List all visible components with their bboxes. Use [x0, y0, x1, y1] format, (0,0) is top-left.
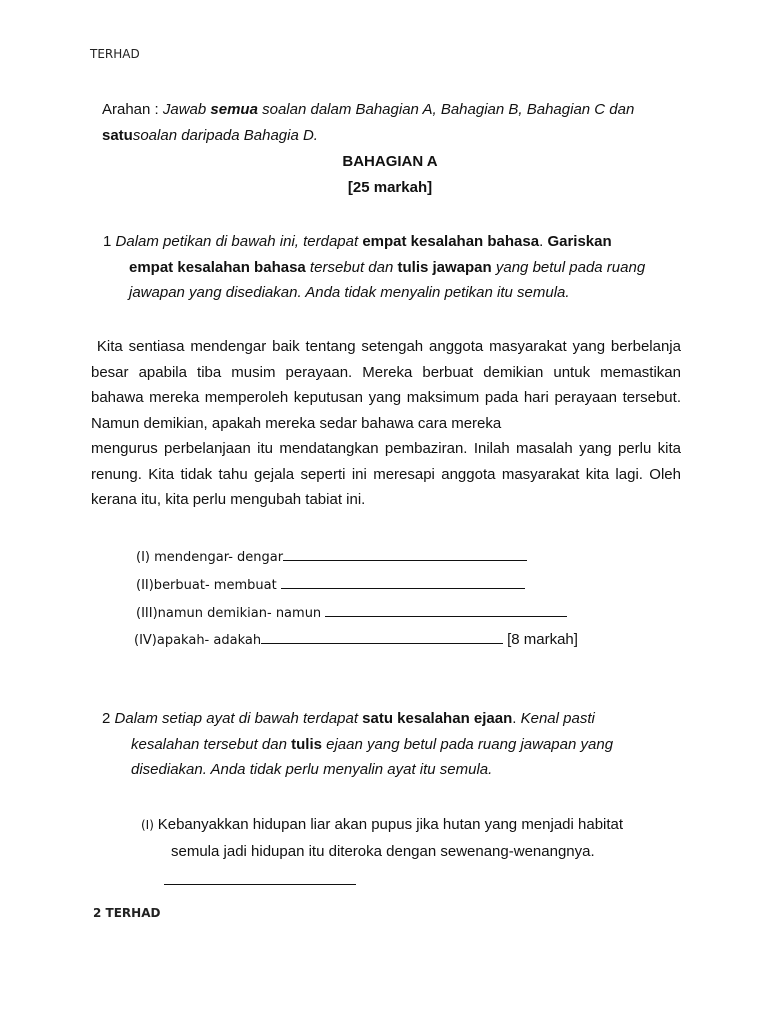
q2-bold-1: satu kesalahan ejaan	[362, 710, 513, 727]
q2-item-line-1: Kebanyakkan hidupan liar akan pupus jika hutan yang menjadi habitat	[157, 816, 624, 833]
footer-label: 2 TERHAD	[93, 906, 161, 920]
instruction-text-2: soalan dalam Bahagian A, Bahagian B, Bahagian C dan	[257, 101, 635, 118]
q2-text-f: ejaan yang betul pada ruang jawapan yang	[321, 735, 614, 753]
answer-line[interactable]	[325, 604, 567, 617]
question-2	[102, 706, 702, 783]
instruction-text-1: Jawab	[162, 101, 211, 118]
passage-line: Kita sentiasa mendengar baik tentang setengah anggota masyarakat yang berbelanja	[91, 338, 681, 355]
q1-text-a: Dalam petikan di bawah ini, terdapat	[115, 233, 363, 250]
q1-text-f: jawapan yang disediakan. Anda tidak menyalin petikan itu semula.	[129, 284, 570, 301]
passage-line: Namun demikian, apakah mereka sedar bahawa cara mereka	[91, 414, 502, 432]
q1-bold-1: empat kesalahan bahasa	[362, 233, 540, 250]
q1-text-e: yang betul pada ruang	[491, 258, 646, 276]
q2-item-line-2: semula jadi hidupan itu diteroka dengan sewenang-wenangnya.	[171, 842, 595, 860]
answer-line[interactable]	[281, 576, 525, 589]
answer-line[interactable]	[283, 548, 527, 561]
q2-text-g: disediakan. Anda tidak perlu menyalin ayat itu semula.	[131, 761, 493, 778]
answer-label: (I) mendengar- dengar	[136, 550, 284, 565]
q2-item-1	[141, 812, 701, 864]
q1-number: 1	[103, 233, 116, 250]
answer-line[interactable]	[261, 631, 503, 644]
passage-line: mengurus perbelanjaan itu mendatangkan pembaziran. Inilah masalah yang perlu kita	[91, 440, 681, 457]
instruction	[102, 97, 702, 148]
q1-bold-3: empat kesalahan bahasa	[129, 258, 306, 276]
instruction-bold-2: satu	[102, 126, 133, 144]
answer-label: (IV)apakah- adakah	[134, 633, 262, 648]
q1-marks: [8 markah]	[507, 631, 578, 648]
section-title: BAHAGIAN A	[342, 153, 438, 170]
section-marks: [25 markah]	[347, 179, 433, 196]
answer-label: (III)namun demikian- namun	[136, 606, 326, 621]
answer-row	[136, 576, 525, 593]
q2-bold-2: tulis	[291, 735, 322, 753]
instruction-lead: Arahan :	[102, 101, 163, 118]
q2-answer-line[interactable]	[164, 884, 356, 885]
passage-line: bahawa mereka memperoleh keputusan yang maksimum pada hari perayaan tersebut.	[91, 389, 681, 406]
answer-label: (II)berbuat- membuat	[136, 578, 281, 593]
q1-text-c: .	[539, 233, 548, 250]
q1-text-d: tersebut dan	[305, 258, 398, 276]
q2-item-label: (I)	[141, 818, 158, 832]
q1-bold-4: tulis jawapan	[397, 258, 492, 276]
q2-text-d: Kenal pasti	[520, 710, 595, 727]
q2-number: 2	[102, 710, 115, 727]
q2-text-c: .	[512, 710, 521, 727]
header-label: TERHAD	[90, 47, 140, 61]
passage	[91, 334, 681, 513]
answer-row	[134, 631, 578, 648]
passage-line: renung. Kita tidak tahu gejala seperti ini meresapi anggota masyarakat kita lagi. Oleh	[91, 465, 681, 483]
q2-text-a: Dalam setiap ayat di bawah terdapat	[114, 710, 363, 727]
answer-row	[136, 604, 567, 621]
q2-text-e: kesalahan tersebut dan	[131, 735, 292, 753]
passage-line: besar apabila tiba musim perayaan. Mereka berbuat demikian untuk memastikan	[91, 363, 681, 381]
question-1	[103, 229, 703, 306]
answer-row	[136, 548, 527, 565]
instruction-bold-1: semua	[210, 101, 258, 118]
instruction-text-3: soalan daripada Bahagia D.	[132, 126, 318, 144]
passage-line: kerana itu, kita perlu mengubah tabiat ini.	[91, 491, 366, 508]
q1-bold-2: Gariskan	[547, 233, 612, 250]
